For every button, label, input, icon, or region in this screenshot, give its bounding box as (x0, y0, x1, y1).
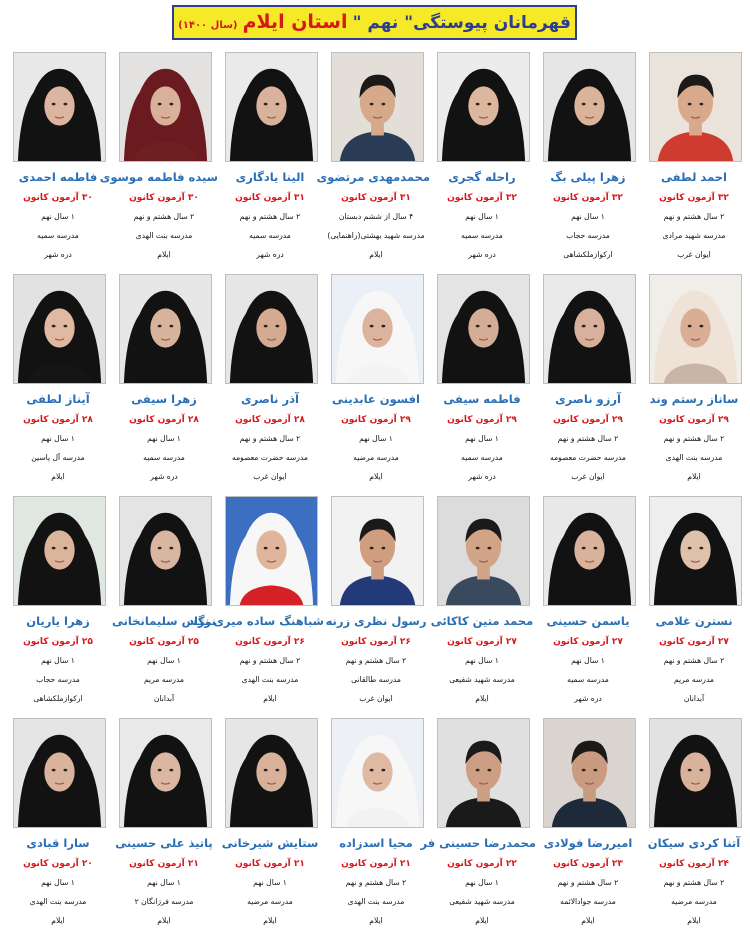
city-name: دره شهر (468, 250, 496, 259)
city-name: ایلام (157, 916, 171, 925)
portrait-illustration (226, 719, 317, 827)
grade-years: ۲ سال هشتم و نهم (663, 434, 725, 443)
portrait-illustration (650, 53, 741, 161)
exam-count: ۲۸ آزمون کانون (23, 415, 93, 425)
student-photo (13, 718, 106, 828)
student-card (644, 52, 744, 272)
exam-count: ۲۸ آزمون کانون (129, 415, 199, 425)
school-name: مدرسه جوادالائمه (560, 897, 616, 906)
student-name: زهرا یاریان (26, 614, 90, 628)
student-photo (437, 274, 530, 384)
grade-years: ۲ سال هشتم و نهم (663, 212, 725, 221)
grade-years: ۱ سال نهم (147, 434, 181, 443)
student-name: پاتیذ علی حسینی (115, 836, 213, 850)
city-name: ایلام (369, 916, 383, 925)
city-name: ایلام (369, 472, 383, 481)
student-photo (649, 274, 742, 384)
portrait-illustration (120, 497, 211, 605)
exam-count: ۲۵ آزمون کانون (23, 637, 93, 647)
school-name: مدرسه سمیه (249, 231, 291, 240)
grade-years: ۱ سال نهم (147, 878, 181, 887)
portrait-illustration (438, 497, 529, 605)
portrait-illustration (120, 719, 211, 827)
student-photo (225, 718, 318, 828)
school-name: مدرسه شهید بهشتی(راهنمایی) (327, 231, 425, 240)
school-name: مدرسه بنت الهدی (665, 453, 723, 462)
exam-count: ۲۳ آزمون کانون (553, 859, 623, 869)
city-name: ارکوازملکشاهی (563, 250, 613, 259)
grade-years: ۴ سال از ششم دبستان (338, 212, 414, 221)
student-photo (119, 718, 212, 828)
exam-count: ۲۱ آزمون کانون (341, 859, 411, 869)
student-photo (543, 52, 636, 162)
student-name: محمدرضا حسینی فر (420, 836, 536, 850)
student-name: نسترن غلامی (655, 614, 733, 628)
city-name: ایلام (475, 694, 489, 703)
city-name: ایلام (51, 916, 65, 925)
school-name: مدرسه مرضیه (671, 897, 717, 906)
school-name: مدرسه مرضیه (353, 453, 399, 462)
grade-years: ۱ سال نهم (41, 878, 75, 887)
city-name: ایلام (263, 694, 277, 703)
portrait-illustration (650, 275, 741, 383)
student-name: رسول نظری زرنه (325, 614, 427, 628)
student-photo (225, 274, 318, 384)
city-name: آبدانان (683, 694, 705, 703)
student-photo (119, 274, 212, 384)
student-name: نرگس سلیمانخانی (111, 614, 217, 628)
school-name: مدرسه آل یاسین (31, 453, 85, 462)
student-card (316, 52, 430, 272)
grade-years: ۲ سال هشتم و نهم (663, 656, 725, 665)
student-photo (649, 718, 742, 828)
portrait-illustration (14, 497, 105, 605)
city-name: دره شهر (468, 472, 496, 481)
city-name: ایلام (687, 916, 701, 925)
city-name: ایوان غرب (677, 250, 711, 259)
student-card (220, 718, 320, 938)
student-card (99, 52, 218, 272)
student-card (538, 52, 638, 272)
student-name: ستایش شیرخانی (221, 836, 319, 850)
school-name: مدرسه بنت الهدی (29, 897, 87, 906)
student-card (326, 718, 426, 938)
grade-years: ۲ سال هشتم و نهم (239, 212, 301, 221)
student-card (188, 496, 324, 716)
student-name: یاسمن حسینی (546, 614, 630, 628)
exam-count: ۲۴ آزمون کانون (659, 859, 729, 869)
portrait-illustration (120, 53, 211, 161)
exam-count: ۲۱ آزمون کانون (129, 859, 199, 869)
exam-count: ۳۲ آزمون کانون (447, 193, 517, 203)
student-name: شباهنگ ساده میری نژاد (188, 614, 324, 628)
portrait-illustration (544, 497, 635, 605)
portrait-illustration (544, 275, 635, 383)
exam-count: ۳۰ آزمون کانون (129, 193, 199, 203)
school-name: مدرسه حجاب (36, 675, 80, 684)
student-name: راحله گجری (448, 170, 516, 184)
school-name: مدرسه بنت الهدی (347, 897, 405, 906)
city-name: دره شهر (256, 250, 284, 259)
school-name: مدرسه سمیه (461, 453, 503, 462)
portrait-illustration (226, 53, 317, 161)
student-name: افسون عابدینی (332, 392, 420, 406)
student-card (114, 718, 214, 938)
portrait-illustration (332, 497, 423, 605)
school-name: مدرسه شهید شفیعی (449, 675, 515, 684)
exam-count: ۲۹ آزمون کانون (553, 415, 623, 425)
student-name: آذر ناصری (241, 392, 299, 406)
student-photo (437, 52, 530, 162)
student-photo (543, 496, 636, 606)
school-name: مدرسه حضرت معصومه (232, 453, 308, 462)
title-part2: استان ایلام (242, 11, 348, 33)
school-name: مدرسه حضرت معصومه (550, 453, 626, 462)
portrait-illustration (544, 719, 635, 827)
portrait-illustration (120, 275, 211, 383)
grade-years: ۲ سال هشتم و نهم (557, 434, 619, 443)
students-row (4, 496, 746, 718)
city-name: ارکوازملکشاهی (33, 694, 83, 703)
grade-years: ۲ سال هشتم و نهم (557, 878, 619, 887)
student-photo (543, 274, 636, 384)
student-photo (331, 496, 424, 606)
school-name: مدرسه شهید شفیعی (449, 897, 515, 906)
student-name: محمد متین کاکائی (430, 614, 534, 628)
student-card (111, 496, 217, 716)
student-card (432, 496, 532, 716)
grade-years: ۲ سال هشتم و نهم (345, 656, 407, 665)
student-photo (543, 718, 636, 828)
portrait-illustration (438, 53, 529, 161)
exam-count: ۲۹ آزمون کانون (341, 415, 411, 425)
grade-years: ۱ سال نهم (571, 212, 605, 221)
city-name: ایلام (157, 250, 171, 259)
student-name: فاطمه احمدی (18, 170, 98, 184)
student-name: آیناز لطفی (26, 392, 90, 406)
grade-years: ۱ سال نهم (465, 656, 499, 665)
school-name: مدرسه سمیه (37, 231, 79, 240)
student-photo (225, 496, 318, 606)
city-name: ایلام (369, 250, 383, 259)
grade-years: ۱ سال نهم (465, 878, 499, 887)
student-card (220, 52, 320, 272)
city-name: ایوان غرب (253, 472, 287, 481)
exam-count: ۲۶ آزمون کانون (341, 637, 411, 647)
student-photo (437, 496, 530, 606)
grade-years: ۱ سال نهم (147, 656, 181, 665)
exam-count: ۲۹ آزمون کانون (447, 415, 517, 425)
exam-count: ۲۷ آزمون کانون (553, 637, 623, 647)
student-photo (331, 274, 424, 384)
exam-count: ۲۸ آزمون کانون (235, 415, 305, 425)
student-name: محیا اسدزاده (339, 836, 413, 850)
student-name: احمد لطفی (660, 170, 728, 184)
grade-years: ۱ سال نهم (571, 656, 605, 665)
student-name: زهرا پیلی بگ (550, 170, 626, 184)
student-card (326, 274, 426, 494)
portrait-illustration (438, 275, 529, 383)
student-photo (331, 52, 424, 162)
school-name: مدرسه بنت الهدی (135, 231, 193, 240)
school-name: مدرسه سمیه (567, 675, 609, 684)
student-card (8, 52, 108, 272)
student-card (644, 496, 744, 716)
grade-years: ۱ سال نهم (465, 434, 499, 443)
student-card (220, 274, 320, 494)
exam-count: ۲۹ آزمون کانون (659, 415, 729, 425)
student-card (8, 496, 108, 716)
grade-years: ۲ سال هشتم و نهم (133, 212, 195, 221)
student-card (538, 496, 638, 716)
student-photo (13, 496, 106, 606)
student-photo (119, 52, 212, 162)
students-row (4, 718, 746, 940)
city-name: ایلام (687, 472, 701, 481)
exam-count: ۲۷ آزمون کانون (659, 637, 729, 647)
grade-years: ۱ سال نهم (41, 212, 75, 221)
grade-years: ۲ سال هشتم و نهم (663, 878, 725, 887)
student-card (420, 718, 536, 938)
city-name: ایلام (581, 916, 595, 925)
portrait-illustration (332, 719, 423, 827)
title-banner (172, 5, 577, 40)
city-name: دره شهر (44, 250, 72, 259)
student-name: آرزو ناصری (555, 392, 621, 406)
portrait-illustration (650, 719, 741, 827)
city-name: ایوان غرب (359, 694, 393, 703)
portrait-illustration (438, 719, 529, 827)
title-year: (سال ۱۴۰۰) (178, 20, 238, 31)
student-card (644, 274, 744, 494)
exam-count: ۲۶ آزمون کانون (235, 637, 305, 647)
student-photo (13, 52, 106, 162)
grade-years: ۱ سال نهم (41, 434, 75, 443)
student-card (432, 52, 532, 272)
school-name: مدرسه شهید مرادی (662, 231, 726, 240)
exam-count: ۲۱ آزمون کانون (235, 859, 305, 869)
student-card (114, 274, 214, 494)
student-card (538, 718, 638, 938)
portrait-illustration (14, 53, 105, 161)
grade-years: ۱ سال نهم (465, 212, 499, 221)
student-card (8, 274, 108, 494)
school-name: مدرسه سمیه (461, 231, 503, 240)
city-name: ایلام (475, 916, 489, 925)
school-name: مدرسه مرضیه (247, 897, 293, 906)
grade-years: ۱ سال نهم (359, 434, 393, 443)
student-name: زهرا سیفی (131, 392, 197, 406)
city-name: ایوان غرب (571, 472, 605, 481)
grade-years: ۲ سال هشتم و نهم (345, 878, 407, 887)
school-name: مدرسه حجاب (566, 231, 610, 240)
student-card (538, 274, 638, 494)
city-name: دره شهر (574, 694, 602, 703)
grade-years: ۱ سال نهم (41, 656, 75, 665)
city-name: دره شهر (150, 472, 178, 481)
student-photo (331, 718, 424, 828)
student-name: سیده فاطمه موسوی (99, 170, 218, 184)
exam-count: ۲۰ آزمون کانون (23, 859, 93, 869)
student-photo (225, 52, 318, 162)
student-name: الینا یادگاری (235, 170, 305, 184)
exam-count: ۳۲ آزمون کانون (553, 193, 623, 203)
student-photo (13, 274, 106, 384)
city-name: آبدانان (153, 694, 175, 703)
student-name: سارا قبادی (26, 836, 90, 850)
students-row (4, 52, 746, 274)
portrait-illustration (226, 497, 317, 605)
school-name: مدرسه فرزانگان ۲ (134, 897, 194, 906)
portrait-illustration (544, 53, 635, 161)
student-card (432, 274, 532, 494)
student-card (8, 718, 108, 938)
school-name: مدرسه مریم (674, 675, 714, 684)
portrait-illustration (14, 719, 105, 827)
grade-years: ۲ سال هشتم و نهم (239, 656, 301, 665)
student-photo (437, 718, 530, 828)
student-card (326, 496, 426, 716)
exam-count: ۲۲ آزمون کانون (447, 859, 517, 869)
title-part1: قهرمانان پیوستگی" نهم " (352, 13, 571, 33)
portrait-illustration (332, 53, 423, 161)
grade-years: ۲ سال هشتم و نهم (239, 434, 301, 443)
student-name: محمدمهدی مرتضوی (316, 170, 430, 184)
exam-count: ۳۱ آزمون کانون (235, 193, 305, 203)
grade-years: ۱ سال نهم (253, 878, 287, 887)
students-grid (4, 52, 746, 940)
student-card (644, 718, 744, 938)
portrait-illustration (650, 497, 741, 605)
city-name: ایلام (51, 472, 65, 481)
school-name: مدرسه سمیه (143, 453, 185, 462)
school-name: مدرسه مریم (144, 675, 184, 684)
student-name: ساناز رستم وند (649, 392, 739, 406)
school-name: مدرسه بنت الهدی (241, 675, 299, 684)
school-name: مدرسه طالقانی (351, 675, 401, 684)
student-name: امیررضا فولادی (543, 836, 633, 850)
exam-count: ۳۲ آزمون کانون (659, 193, 729, 203)
student-photo (649, 496, 742, 606)
students-row (4, 274, 746, 496)
exam-count: ۳۱ آزمون کانون (341, 193, 411, 203)
portrait-illustration (14, 275, 105, 383)
student-name: آتنا کردی سیکان (647, 836, 741, 850)
portrait-illustration (226, 275, 317, 383)
student-photo (119, 496, 212, 606)
student-name: فاطمه سیفی (443, 392, 521, 406)
exam-count: ۲۵ آزمون کانون (129, 637, 199, 647)
student-photo (649, 52, 742, 162)
exam-count: ۲۷ آزمون کانون (447, 637, 517, 647)
exam-count: ۳۰ آزمون کانون (23, 193, 93, 203)
portrait-illustration (332, 275, 423, 383)
city-name: ایلام (263, 916, 277, 925)
